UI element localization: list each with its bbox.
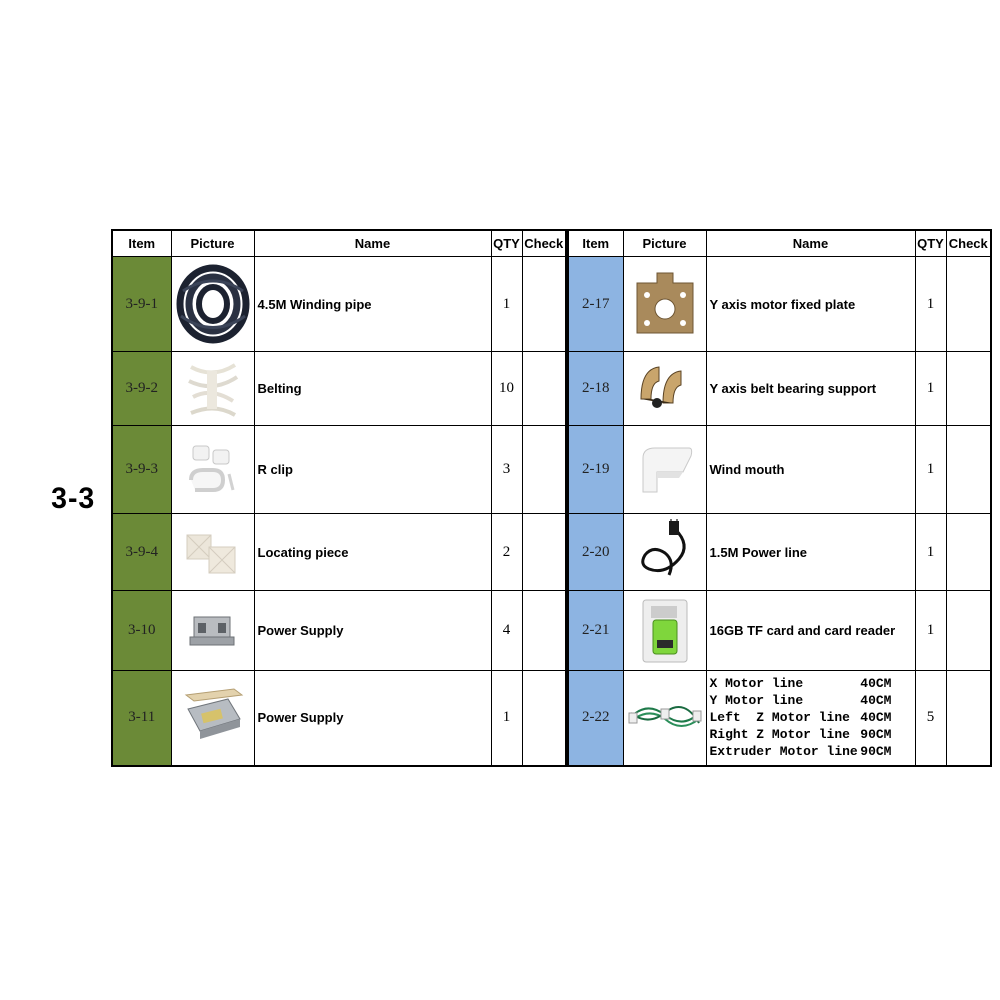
header-item: Item xyxy=(112,230,171,257)
table-row xyxy=(568,257,991,352)
item-code: 2-20 xyxy=(568,514,623,591)
motor-line-list xyxy=(706,671,915,766)
black-spiral-wrap-icon xyxy=(171,257,254,352)
item-qty: 2 xyxy=(491,514,522,591)
item-code: 2-19 xyxy=(568,426,623,514)
metal-bracket-icon xyxy=(171,591,254,671)
table-row xyxy=(568,671,991,766)
header-row xyxy=(112,230,566,257)
check-cell[interactable] xyxy=(946,591,991,671)
header-name: Name xyxy=(706,230,915,257)
item-code: 2-18 xyxy=(568,352,623,426)
item-name: Power Supply xyxy=(254,591,491,671)
item-name: R clip xyxy=(254,426,491,514)
table-row xyxy=(112,257,566,352)
item-qty: 1 xyxy=(491,257,522,352)
table-row xyxy=(112,352,566,426)
check-cell[interactable] xyxy=(522,671,566,766)
header-item: Item xyxy=(568,230,623,257)
parts-table-right xyxy=(567,229,992,767)
item-code: 3-10 xyxy=(112,591,171,671)
item-name: Y axis motor fixed plate xyxy=(706,257,915,352)
motor-line-entry: Extruder Motor line 90CM xyxy=(709,744,892,760)
header-picture: Picture xyxy=(171,230,254,257)
check-cell[interactable] xyxy=(946,352,991,426)
motor-cables-icon xyxy=(623,671,706,766)
table-row xyxy=(112,671,566,766)
power-supply-box-icon xyxy=(171,671,254,766)
item-code: 3-9-4 xyxy=(112,514,171,591)
item-name: Locating piece xyxy=(254,514,491,591)
header-name: Name xyxy=(254,230,491,257)
power-cord-icon xyxy=(623,514,706,591)
table-row xyxy=(568,426,991,514)
check-cell[interactable] xyxy=(522,591,566,671)
item-code: 3-9-1 xyxy=(112,257,171,352)
item-name: 16GB TF card and card reader xyxy=(706,591,915,671)
item-qty: 1 xyxy=(915,426,946,514)
table-row xyxy=(568,591,991,671)
item-code: 3-9-3 xyxy=(112,426,171,514)
card-reader-icon xyxy=(623,591,706,671)
check-cell[interactable] xyxy=(522,514,566,591)
motor-line-entry: X Motor line 40CM xyxy=(709,676,892,692)
header-check: Check xyxy=(946,230,991,257)
item-name: Power Supply xyxy=(254,671,491,766)
section-label: 3-3 xyxy=(51,482,96,515)
item-qty: 1 xyxy=(915,514,946,591)
motor-line-entry: Y Motor line 40CM xyxy=(709,693,892,709)
white-cable-ties-icon xyxy=(171,352,254,426)
check-cell[interactable] xyxy=(946,426,991,514)
header-row xyxy=(568,230,991,257)
item-code: 3-11 xyxy=(112,671,171,766)
wooden-plate-icon xyxy=(623,257,706,352)
item-name: Y axis belt bearing support xyxy=(706,352,915,426)
item-qty: 10 xyxy=(491,352,522,426)
header-qty: QTY xyxy=(915,230,946,257)
wooden-support-icon xyxy=(623,352,706,426)
table-row xyxy=(112,591,566,671)
item-name: 1.5M Power line xyxy=(706,514,915,591)
item-qty: 1 xyxy=(915,591,946,671)
item-code: 2-22 xyxy=(568,671,623,766)
header-check: Check xyxy=(522,230,566,257)
check-cell[interactable] xyxy=(522,352,566,426)
check-cell[interactable] xyxy=(522,257,566,352)
tie-mounts-icon xyxy=(171,514,254,591)
item-qty: 1 xyxy=(491,671,522,766)
item-code: 3-9-2 xyxy=(112,352,171,426)
white-fan-duct-icon xyxy=(623,426,706,514)
item-code: 2-17 xyxy=(568,257,623,352)
item-qty: 1 xyxy=(915,257,946,352)
item-name: 4.5M Winding pipe xyxy=(254,257,491,352)
motor-line-entry: Left Z Motor line 40CM xyxy=(709,710,892,726)
header-qty: QTY xyxy=(491,230,522,257)
item-name: Belting xyxy=(254,352,491,426)
item-qty: 3 xyxy=(491,426,522,514)
item-qty: 1 xyxy=(915,352,946,426)
table-row xyxy=(112,426,566,514)
header-picture: Picture xyxy=(623,230,706,257)
item-qty: 5 xyxy=(915,671,946,766)
table-row xyxy=(568,352,991,426)
check-cell[interactable] xyxy=(946,514,991,591)
parts-table-left xyxy=(111,229,567,767)
item-name: Wind mouth xyxy=(706,426,915,514)
white-r-clips-icon xyxy=(171,426,254,514)
check-cell[interactable] xyxy=(946,671,991,766)
table-row xyxy=(568,514,991,591)
table-row xyxy=(112,514,566,591)
check-cell[interactable] xyxy=(946,257,991,352)
check-cell[interactable] xyxy=(522,426,566,514)
item-code: 2-21 xyxy=(568,591,623,671)
item-qty: 4 xyxy=(491,591,522,671)
motor-line-entry: Right Z Motor line 90CM xyxy=(709,727,892,743)
